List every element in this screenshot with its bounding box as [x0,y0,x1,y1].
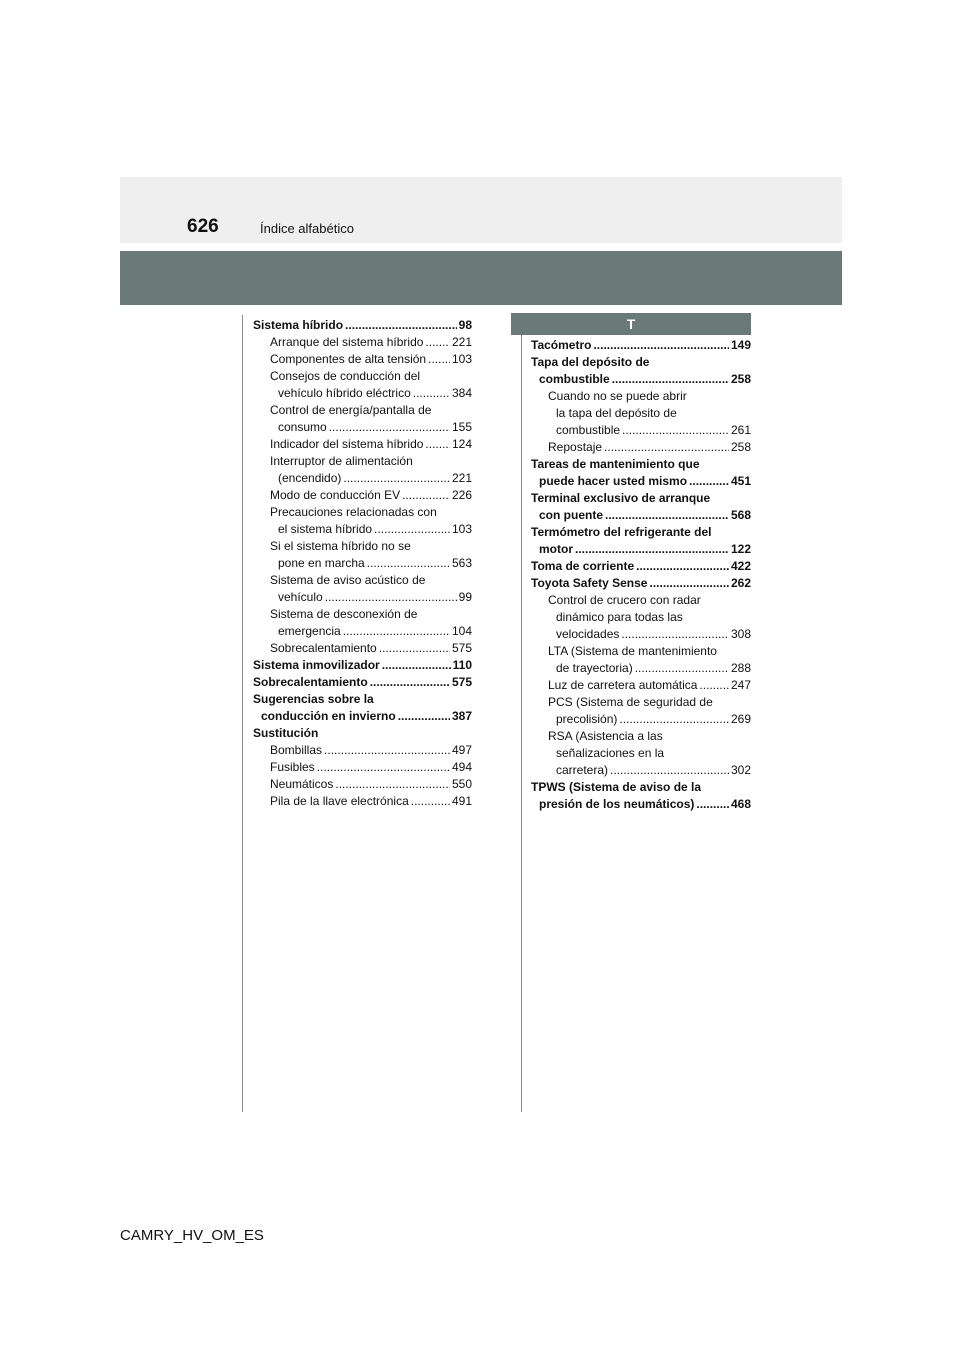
header-dark-band [120,251,842,305]
index-entry-page: 387 [451,709,472,723]
index-entry-page: 99 [458,590,472,604]
index-entry [253,657,472,674]
index-entry-text: Termómetro del refrigerante del [531,525,712,539]
index-entry-page: 568 [730,508,751,522]
index-entry-page: 155 [451,420,472,434]
index-entry-text: RSA (Asistencia a las [548,729,663,743]
dot-leader [402,487,450,504]
dot-leader [621,626,729,643]
dot-leader [636,558,729,575]
index-entry [253,504,472,521]
dot-leader [699,677,729,694]
page-number: 626 [187,216,219,237]
index-entry-page: 308 [730,627,751,641]
index-entry [531,507,751,524]
dot-leader [367,555,450,572]
index-entry [253,640,472,657]
index-entry-page: 575 [451,641,472,655]
page-title: Índice alfabético [260,221,354,236]
index-entry-page: 122 [730,542,751,556]
dot-leader [379,640,450,657]
dot-leader [329,419,450,436]
index-column-right [531,337,751,813]
dot-leader [398,708,450,725]
index-entry [253,606,472,623]
index-entry-page: 494 [451,760,472,774]
dot-leader [411,793,450,810]
dot-leader [649,575,728,592]
dot-leader [317,759,450,776]
index-entry [253,436,472,453]
index-entry-text: motor [539,542,573,556]
index-entry-text: Control de energía/pantalla de [270,403,432,417]
dot-leader [413,385,450,402]
index-entry-page: 261 [730,423,751,437]
dot-leader [343,623,450,640]
index-entry-text: con puente [539,508,604,522]
index-entry-text: Terminal exclusivo de arranque [531,491,711,505]
index-entry-page: 288 [730,661,751,675]
index-entry-text: Sistema de desconexión de [270,607,418,621]
dot-leader [343,470,450,487]
index-entry [531,745,751,762]
dot-leader [382,657,451,674]
index-entry [531,473,751,490]
section-letter-bar: T [511,313,751,335]
index-entry-text: Luz de carretera automática [548,678,698,692]
index-entry-page: 262 [730,576,751,590]
index-entry [531,694,751,711]
index-entry-page: 550 [451,777,472,791]
footer-code: CAMRY_HV_OM_ES [120,1227,264,1244]
index-entry [253,368,472,385]
index-entry [531,711,751,728]
index-entry [531,439,751,456]
index-entry [531,405,751,422]
index-entry [531,456,751,473]
index-entry-text: precolisión) [556,712,618,726]
header-band [120,177,842,243]
index-entry-text: Sobrecalentamiento [253,675,368,689]
index-entry [531,575,751,592]
dot-leader [610,762,729,779]
index-entry-text: Repostaje [548,440,603,454]
dot-leader [335,776,450,793]
dot-leader [325,589,457,606]
index-entry-page: 110 [452,658,472,672]
index-entry-text: consumo [278,420,327,434]
dot-leader [575,541,729,558]
dot-leader [425,334,450,351]
index-entry [531,677,751,694]
index-entry [531,796,751,813]
index-entry-page: 104 [451,624,472,638]
index-entry-text: emergencia [278,624,341,638]
dot-leader [696,796,729,813]
index-entry [253,725,472,742]
index-entry-text: Control de crucero con radar [548,593,701,607]
index-entry-text: Indicador del sistema híbrido [270,437,424,451]
index-entry-page: 103 [451,352,472,366]
index-entry [253,691,472,708]
index-entry-page: 269 [730,712,751,726]
index-entry [253,589,472,606]
index-entry [253,742,472,759]
index-entry [531,626,751,643]
right-column-rule [521,315,522,1112]
index-entry-text: carretera) [556,763,609,777]
index-entry-text: Sobrecalentamiento [270,641,377,655]
index-entry-text: Toyota Safety Sense [531,576,648,590]
index-entry [531,388,751,405]
index-entry-page: 103 [451,522,472,536]
index-entry-page: 258 [730,440,751,454]
index-entry [531,490,751,507]
index-entry-text: Fusibles [270,760,315,774]
index-entry [531,371,751,388]
index-entry [531,354,751,371]
index-entry-page: 451 [730,474,751,488]
index-entry-text: TPWS (Sistema de aviso de la [531,780,702,794]
index-entry-text: Tacómetro [531,338,592,352]
dot-leader [619,711,729,728]
dot-leader [593,337,729,354]
index-entry [531,541,751,558]
index-entry-page: 563 [451,556,472,570]
index-column-left [253,317,472,810]
dot-leader [622,422,729,439]
index-entry [531,728,751,745]
index-entry-page: 422 [730,559,751,573]
index-entry-text: vehículo [278,590,323,604]
dot-leader [370,674,450,691]
index-entry-text: Consejos de conducción del [270,369,421,383]
index-entry-text: el sistema híbrido [278,522,373,536]
index-entry-text: PCS (Sistema de seguridad de [548,695,713,709]
index-entry [253,759,472,776]
index-entry [253,623,472,640]
index-entry-text: Modo de conducción EV [270,488,401,502]
index-entry-text: puede hacer usted mismo [539,474,688,488]
index-entry [253,351,472,368]
index-entry-text: Componentes de alta tensión [270,352,427,366]
index-entry-page: 258 [730,372,751,386]
index-entry-text: velocidades [556,627,620,641]
index-entry-text: Toma de corriente [531,559,635,573]
index-entry [253,793,472,810]
dot-leader [604,439,729,456]
index-entry-text: combustible [539,372,610,386]
index-entry [253,385,472,402]
index-entry-text: Sistema inmovilizador [253,658,380,672]
index-entry-text: Si el sistema híbrido no se [270,539,411,553]
index-entry-page: 575 [451,675,472,689]
index-entry-page: 468 [730,797,751,811]
index-entry-text: de trayectoria) [556,661,633,675]
index-entry [531,558,751,575]
index-entry-text: Sistema de aviso acústico de [270,573,426,587]
dot-leader [345,317,457,334]
index-entry [253,487,472,504]
dot-leader [612,371,729,388]
index-entry-text: Tareas de mantenimiento que [531,457,700,471]
index-entry-page: 497 [451,743,472,757]
index-entry [253,572,472,589]
index-entry-text: presión de los neumáticos) [539,797,695,811]
index-entry-text: (encendido) [278,471,342,485]
index-entry [253,334,472,351]
left-column-rule [242,315,243,1112]
dot-leader [635,660,729,677]
index-entry [531,592,751,609]
index-entry-page: 98 [458,318,472,332]
index-entry-text: Arranque del sistema híbrido [270,335,424,349]
index-entry [531,779,751,796]
dot-leader [425,436,450,453]
index-entry-page: 226 [451,488,472,502]
index-entry [531,422,751,439]
dot-leader [689,473,729,490]
index-entry-text: señalizaciones en la [556,746,665,760]
index-entry-page: 221 [451,471,472,485]
index-entry-text: Sustitución [253,726,319,740]
index-entry-text: Sugerencias sobre la [253,692,374,706]
index-entry [531,660,751,677]
index-entry-text: Bombillas [270,743,323,757]
index-entry-text: Cuando no se puede abrir [548,389,687,403]
index-entry-text: Neumáticos [270,777,334,791]
index-entry-page: 247 [730,678,751,692]
index-entry-page: 221 [451,335,472,349]
index-entry-text: Tapa del depósito de [531,355,650,369]
index-entry-page: 124 [451,437,472,451]
index-entry-text: combustible [556,423,621,437]
index-entry-page: 384 [451,386,472,400]
index-entry [253,521,472,538]
index-entry [531,762,751,779]
dot-leader [428,351,450,368]
index-entry [531,643,751,660]
index-entry [253,674,472,691]
dot-leader [324,742,450,759]
index-entry-text: conducción en invierno [261,709,396,723]
index-entry [253,453,472,470]
index-entry [253,708,472,725]
index-entry [253,470,472,487]
index-entry-text: vehículo híbrido eléctrico [278,386,411,400]
index-entry [253,402,472,419]
index-entry-text: Precauciones relacionadas con [270,505,437,519]
index-entry-text: dinámico para todas las [556,610,683,624]
index-entry-page: 491 [451,794,472,808]
index-entry [531,524,751,541]
index-entry-page: 302 [730,763,751,777]
dot-leader [605,507,729,524]
index-entry [253,555,472,572]
index-entry-text: Sistema híbrido [253,318,344,332]
index-entry [253,776,472,793]
index-entry-text: LTA (Sistema de mantenimiento [548,644,717,658]
index-entry-text: Interruptor de alimentación [270,454,413,468]
index-entry-page: 149 [730,338,751,352]
dot-leader [374,521,450,538]
index-entry-text: la tapa del depósito de [556,406,677,420]
index-entry [253,317,472,334]
index-entry [253,538,472,555]
index-entry [253,419,472,436]
index-entry [531,609,751,626]
index-entry-text: pone en marcha [278,556,365,570]
index-entry [531,337,751,354]
index-entry-text: Pila de la llave electrónica [270,794,409,808]
